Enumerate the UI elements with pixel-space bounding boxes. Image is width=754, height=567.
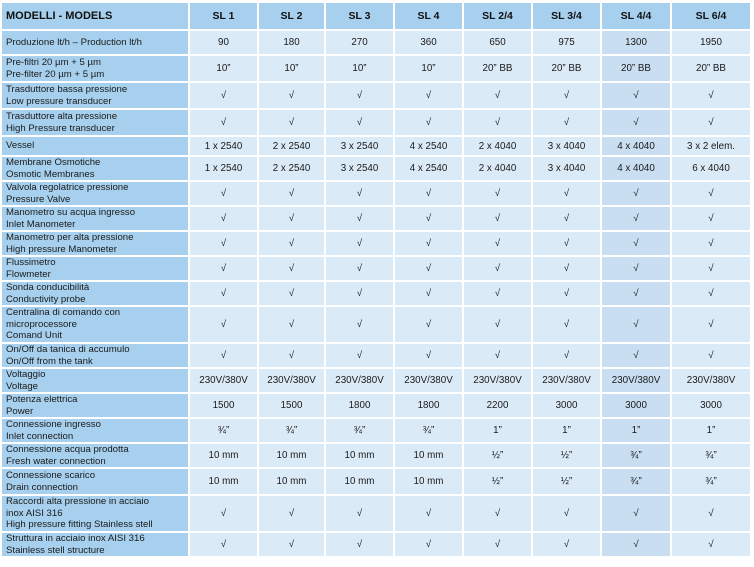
spec-label-line: Struttura in acciaio inox AISI 316	[6, 533, 145, 544]
model-header: SL 3	[326, 3, 395, 31]
spec-row	[2, 232, 752, 257]
spec-row-label	[2, 83, 190, 110]
spec-label-line: Stainless stell structure	[6, 544, 105, 556]
spec-cell: √	[672, 83, 752, 110]
spec-cell: 230V/380V	[533, 369, 602, 394]
spec-cell: √	[533, 83, 602, 110]
spec-cell: 10 mm	[190, 469, 259, 496]
spec-cell: √	[326, 282, 395, 307]
spec-cell: 1”	[672, 419, 752, 444]
spec-cell: √	[533, 110, 602, 137]
spec-row-label	[2, 207, 190, 232]
spec-cell: 1300	[602, 31, 672, 56]
spec-cell: √	[533, 207, 602, 232]
spec-cell: √	[464, 496, 533, 533]
spec-cell: √	[533, 344, 602, 369]
spec-cell: ½”	[464, 444, 533, 469]
spec-cell: 230V/380V	[672, 369, 752, 394]
spec-label-line: High pressure Manometer	[6, 243, 117, 255]
spec-cell: √	[395, 307, 464, 344]
spec-cell: √	[672, 533, 752, 558]
spec-row-label	[2, 419, 190, 444]
spec-cell: √	[533, 232, 602, 257]
spec-row	[2, 110, 752, 137]
spec-cell: ½”	[533, 444, 602, 469]
spec-row-label	[2, 110, 190, 137]
spec-label-line: Connessione acqua prodotta	[6, 444, 129, 455]
spec-cell: √	[464, 83, 533, 110]
spec-cell: 4 x 4040	[602, 157, 672, 182]
spec-cell: √	[190, 110, 259, 137]
spec-cell: √	[533, 533, 602, 558]
spec-cell: √	[672, 257, 752, 282]
spec-row-label	[2, 257, 190, 282]
model-header: SL 3/4	[533, 3, 602, 31]
spec-cell: 10”	[395, 56, 464, 83]
spec-cell: ½”	[464, 469, 533, 496]
spec-cell: 10 mm	[259, 444, 326, 469]
spec-cell: 270	[326, 31, 395, 56]
spec-label-line: Manometro su acqua ingresso	[6, 207, 136, 218]
spec-label-line: High pressure fitting Stainless stell	[6, 519, 153, 531]
spec-cell: √	[259, 110, 326, 137]
spec-row	[2, 394, 752, 419]
spec-cell: √	[602, 207, 672, 232]
spec-row	[2, 419, 752, 444]
spec-row-label	[2, 137, 190, 157]
spec-row-label	[2, 182, 190, 207]
spec-cell: 10 mm	[259, 469, 326, 496]
spec-cell: √	[464, 257, 533, 282]
spec-cell: √	[259, 282, 326, 307]
spec-cell: √	[326, 207, 395, 232]
spec-cell: √	[602, 110, 672, 137]
header-row	[2, 3, 752, 31]
spec-cell: 230V/380V	[395, 369, 464, 394]
spec-row	[2, 282, 752, 307]
spec-cell: √	[326, 232, 395, 257]
spec-cell: √	[602, 533, 672, 558]
spec-cell: √	[395, 207, 464, 232]
spec-row-label	[2, 282, 190, 307]
spec-cell: 975	[533, 31, 602, 56]
spec-label-line: Produzione lt/h – Production lt/h	[6, 36, 142, 48]
spec-row-label	[2, 232, 190, 257]
spec-cell: √	[672, 496, 752, 533]
spec-label-line: Membrane Osmotiche	[6, 157, 101, 168]
spec-row-label	[2, 307, 190, 344]
spec-cell: 1500	[190, 394, 259, 419]
spec-cell: 4 x 2540	[395, 157, 464, 182]
spec-cell: √	[395, 282, 464, 307]
spec-cell: 3000	[602, 394, 672, 419]
spec-cell: √	[602, 182, 672, 207]
spec-cell: √	[259, 533, 326, 558]
spec-cell: 230V/380V	[259, 369, 326, 394]
spec-cell: 2 x 4040	[464, 137, 533, 157]
spec-cell: 230V/380V	[602, 369, 672, 394]
spec-label-line: Flussimetro	[6, 257, 56, 268]
spec-cell: √	[326, 182, 395, 207]
spec-label-line: Valvola regolatrice pressione	[6, 182, 129, 193]
spec-cell: √	[190, 207, 259, 232]
spec-cell: 360	[395, 31, 464, 56]
spec-row	[2, 344, 752, 369]
spec-label-line: Drain connection	[6, 481, 78, 493]
spec-label-line: inox AISI 316	[6, 507, 63, 519]
spec-cell: √	[395, 110, 464, 137]
spec-label-line: Voltage	[6, 380, 39, 392]
spec-label-line: Manometro per alta pressione	[6, 232, 134, 243]
spec-cell: √	[259, 496, 326, 533]
spec-cell: √	[190, 232, 259, 257]
spec-cell: 10”	[326, 56, 395, 83]
spec-cell: 4 x 4040	[602, 137, 672, 157]
spec-label-line: On/Off from the tank	[6, 355, 93, 367]
spec-label-line: Inlet Manometer	[6, 218, 76, 230]
spec-label-line: Pre-filter 20 µm + 5 µm	[6, 68, 105, 80]
spec-cell: ¾”	[672, 469, 752, 496]
spec-cell: 1”	[533, 419, 602, 444]
spec-cell: √	[672, 232, 752, 257]
spec-cell: √	[190, 533, 259, 558]
spec-row	[2, 83, 752, 110]
spec-cell: 1 x 2540	[190, 157, 259, 182]
spec-cell: 650	[464, 31, 533, 56]
spec-label-line: Comand Unit	[6, 330, 62, 342]
spec-row-label	[2, 344, 190, 369]
spec-cell: 1800	[326, 394, 395, 419]
spec-row	[2, 469, 752, 496]
models-spec-table	[2, 3, 752, 558]
spec-cell: √	[672, 207, 752, 232]
spec-row	[2, 369, 752, 394]
spec-cell: 3 x 2540	[326, 137, 395, 157]
spec-cell: √	[326, 110, 395, 137]
spec-row	[2, 31, 752, 56]
spec-label-line: Conductivity probe	[6, 293, 86, 305]
spec-cell: 3 x 4040	[533, 137, 602, 157]
spec-cell: 10”	[190, 56, 259, 83]
spec-cell: √	[533, 282, 602, 307]
spec-cell: 4 x 2540	[395, 137, 464, 157]
spec-cell: 3 x 2 elem.	[672, 137, 752, 157]
spec-label-line: Low pressure transducer	[6, 95, 112, 107]
spec-cell: √	[602, 83, 672, 110]
spec-table-body	[2, 31, 752, 558]
spec-cell: √	[602, 344, 672, 369]
spec-cell: 2 x 2540	[259, 157, 326, 182]
spec-cell: √	[190, 496, 259, 533]
spec-label-line: Trasduttore alta pressione	[6, 111, 118, 122]
spec-cell: √	[395, 257, 464, 282]
spec-row	[2, 257, 752, 282]
spec-cell: √	[190, 257, 259, 282]
spec-cell: √	[259, 232, 326, 257]
spec-cell: √	[602, 257, 672, 282]
spec-row-label	[2, 56, 190, 83]
spec-cell: √	[395, 182, 464, 207]
spec-cell: √	[533, 307, 602, 344]
spec-row-label	[2, 369, 190, 394]
spec-cell: 2 x 4040	[464, 157, 533, 182]
spec-label-line: Vessel	[6, 140, 35, 152]
spec-cell: 20” BB	[464, 56, 533, 83]
spec-cell: √	[672, 282, 752, 307]
model-header: SL 1	[190, 3, 259, 31]
spec-cell: 90	[190, 31, 259, 56]
spec-cell: ¾”	[395, 419, 464, 444]
spec-cell: ¾”	[602, 444, 672, 469]
spec-cell: 20” BB	[602, 56, 672, 83]
spec-cell: √	[190, 83, 259, 110]
spec-label-line: Voltaggio	[6, 369, 46, 380]
spec-row-label	[2, 157, 190, 182]
spec-cell: 10 mm	[395, 469, 464, 496]
spec-cell: √	[464, 282, 533, 307]
spec-cell: ¾”	[602, 469, 672, 496]
spec-cell: √	[190, 344, 259, 369]
spec-label-line: On/Off da tanica di accumulo	[6, 344, 130, 355]
spec-cell: √	[464, 207, 533, 232]
spec-cell: √	[259, 182, 326, 207]
spec-cell: √	[395, 533, 464, 558]
spec-cell: 230V/380V	[464, 369, 533, 394]
spec-cell: 3000	[533, 394, 602, 419]
spec-cell: √	[326, 83, 395, 110]
spec-cell: √	[259, 257, 326, 282]
model-header: SL 4	[395, 3, 464, 31]
spec-cell: √	[602, 232, 672, 257]
spec-label-line: Pressure Valve	[6, 193, 71, 205]
spec-row-label	[2, 533, 190, 558]
spec-cell: 3 x 4040	[533, 157, 602, 182]
model-header: SL 4/4	[602, 3, 672, 31]
spec-cell: √	[190, 307, 259, 344]
spec-cell: √	[602, 496, 672, 533]
spec-label-line: Raccordi alta pressione in acciaio	[6, 496, 149, 508]
spec-row	[2, 182, 752, 207]
spec-cell: 20” BB	[533, 56, 602, 83]
spec-cell: √	[602, 307, 672, 344]
spec-row	[2, 56, 752, 83]
spec-label-line: Potenza elettrica	[6, 394, 78, 405]
spec-cell: √	[259, 83, 326, 110]
spec-cell: √	[672, 110, 752, 137]
spec-row-label	[2, 444, 190, 469]
spec-cell: 6 x 4040	[672, 157, 752, 182]
spec-cell: √	[464, 110, 533, 137]
spec-cell: √	[259, 207, 326, 232]
spec-row-label	[2, 31, 190, 56]
spec-cell: √	[326, 533, 395, 558]
spec-row	[2, 137, 752, 157]
spec-cell: √	[395, 496, 464, 533]
spec-label-line: Trasduttore bassa pressione	[6, 84, 128, 95]
spec-cell: 2200	[464, 394, 533, 419]
spec-cell: 230V/380V	[190, 369, 259, 394]
spec-cell: √	[533, 257, 602, 282]
spec-cell: 10 mm	[190, 444, 259, 469]
spec-label-line: Centralina di comando con	[6, 307, 121, 319]
spec-cell: 1”	[464, 419, 533, 444]
spec-cell: 1 x 2540	[190, 137, 259, 157]
spec-cell: ¾”	[672, 444, 752, 469]
spec-cell: 10 mm	[326, 444, 395, 469]
spec-label-line: High Pressure transducer	[6, 122, 115, 134]
model-header: SL 6/4	[672, 3, 752, 31]
spec-cell: ¾”	[326, 419, 395, 444]
spec-cell: 20” BB	[672, 56, 752, 83]
spec-cell: 180	[259, 31, 326, 56]
spec-label-line: Power	[6, 405, 34, 417]
spec-cell: 10”	[259, 56, 326, 83]
model-header: SL 2/4	[464, 3, 533, 31]
spec-cell: √	[326, 344, 395, 369]
spec-label-line: Flowmeter	[6, 268, 51, 280]
spec-cell: √	[533, 182, 602, 207]
spec-row-label	[2, 469, 190, 496]
spec-cell: 3000	[672, 394, 752, 419]
spec-cell: √	[464, 533, 533, 558]
spec-label-line: Connessione ingresso	[6, 419, 101, 430]
spec-cell: √	[190, 182, 259, 207]
spec-row	[2, 496, 752, 533]
model-header: SL 2	[259, 3, 326, 31]
spec-label-line: Sonda conducibilità	[6, 282, 90, 293]
spec-cell: √	[464, 232, 533, 257]
spec-cell: √	[259, 307, 326, 344]
spec-row	[2, 444, 752, 469]
spec-cell: √	[395, 232, 464, 257]
spec-cell: √	[326, 496, 395, 533]
spec-row-label	[2, 394, 190, 419]
spec-cell: ½”	[533, 469, 602, 496]
spec-row	[2, 307, 752, 344]
spec-cell: √	[602, 282, 672, 307]
spec-label-line: Osmotic Membranes	[6, 168, 95, 180]
spec-cell: 1500	[259, 394, 326, 419]
spec-row	[2, 157, 752, 182]
spec-cell: √	[326, 257, 395, 282]
spec-cell: √	[395, 83, 464, 110]
spec-cell: 3 x 2540	[326, 157, 395, 182]
spec-row	[2, 533, 752, 558]
spec-label-line: Connessione scarico	[6, 470, 96, 481]
spec-cell: √	[672, 182, 752, 207]
spec-cell: √	[190, 282, 259, 307]
spec-cell: √	[464, 307, 533, 344]
spec-cell: √	[464, 344, 533, 369]
spec-label-line: Fresh water connection	[6, 455, 106, 467]
models-header-label: MODELLI - MODELS	[2, 3, 190, 31]
spec-cell: 230V/380V	[326, 369, 395, 394]
spec-cell: √	[464, 182, 533, 207]
spec-cell: 2 x 2540	[259, 137, 326, 157]
spec-cell: 1”	[602, 419, 672, 444]
spec-label-line: Inlet connection	[6, 430, 74, 442]
spec-cell: √	[672, 307, 752, 344]
spec-label-line: microprocessore	[6, 318, 77, 330]
spec-cell: 1950	[672, 31, 752, 56]
spec-row	[2, 207, 752, 232]
spec-cell: ¾”	[259, 419, 326, 444]
spec-cell: √	[395, 344, 464, 369]
spec-cell: 10 mm	[326, 469, 395, 496]
spec-cell: √	[326, 307, 395, 344]
spec-cell: ¾”	[190, 419, 259, 444]
spec-cell: 1800	[395, 394, 464, 419]
spec-cell: 10 mm	[395, 444, 464, 469]
spec-label-line: Pre-filtri 20 µm + 5 µm	[6, 57, 102, 68]
spec-row-label	[2, 496, 190, 533]
spec-cell: √	[672, 344, 752, 369]
spec-cell: √	[259, 344, 326, 369]
spec-cell: √	[533, 496, 602, 533]
